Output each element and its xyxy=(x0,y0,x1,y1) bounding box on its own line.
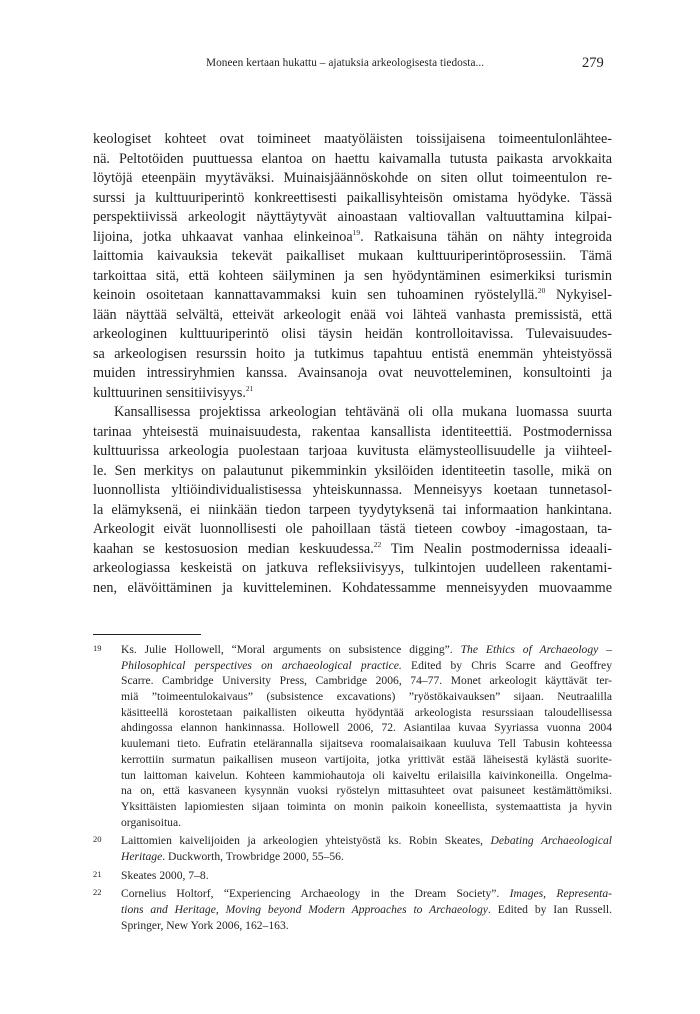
text-line xyxy=(93,384,612,404)
footnote-line: miä ”toimeentulokaivaus” (subsistence excavations) ”ryöstökaivauksen” sijaan. Neutraalilla xyxy=(121,690,612,704)
text-line: tarinaa yhteisestä muinaisuudesta, rakentaa kansallista identiteettiä. Postmodernissa xyxy=(93,423,612,440)
text-line xyxy=(93,286,612,306)
text-line: nä. Peltotöiden puuttuessa elantoa on haettu kaivamalla tutusta paikasta arvokkaita xyxy=(93,150,612,167)
text-line: arkeologiassa keskeistä on jatkuva refleksiivisyys, tulkintojen uudelleen rakentami- xyxy=(93,560,612,576)
book-title: tions and Heritage, Moving beyond Modern Approaches to Archaeology xyxy=(121,903,488,916)
footnote-number: 19 xyxy=(93,643,102,653)
book-title: The Ethics of Archaeology – xyxy=(460,643,612,656)
footnote-line: Skeates 2000, 7–8. xyxy=(121,868,209,882)
footnotes xyxy=(93,642,612,933)
text-segment: Cornelius Holtorf, “Experiencing Archaeology in the Dream Society”. xyxy=(121,887,510,901)
paragraph-2 xyxy=(93,403,612,598)
text-segment: Laittomien kaivelijoiden ja arkeologien yhteistyöstä ks. Robin Skeates, xyxy=(121,834,491,848)
footnote-ref-21[interactable]: 21 xyxy=(245,383,254,393)
footnote-line xyxy=(121,886,612,902)
footnote-line: na on, että kasvaneen kysynnän vuoksi ryöstelyn mittasuhteet ovat paisuneet kestämättömiksi. xyxy=(121,784,612,798)
footnote-number: 21 xyxy=(93,868,102,879)
footnote-line xyxy=(121,902,612,918)
text-segment: Edited by Chris Scarre and Geoffrey xyxy=(401,658,612,672)
main-text xyxy=(93,130,612,598)
footnote-line: Scarre. Cambridge University Press, Cambridge 2006, 74–77. Monet arkeologit käyttävät ter- xyxy=(121,674,612,688)
footnote-line: kuulemani tieto. Eufratin etelärannalla sijaitseva roomalaisaikaan kuuluva Tell Tabusin kohteessa xyxy=(121,737,612,751)
footnote-21 xyxy=(93,868,612,884)
book-title: Heritage xyxy=(121,849,163,863)
text-line: lään näyttää selvältä, etteivät arkeologit enää voi lähteä vanhasta premissistä, että xyxy=(93,306,612,323)
footnote-22 xyxy=(93,886,612,933)
footnote-line: kerrottiin surmatun paikallisen museon vartijoita, jotka yrittivät estää läheisestä kylästä suorite- xyxy=(121,752,612,766)
text-line: le. Sen merkitys on palautunut pikemminkin yksilöiden identiteetin tasolle, mikä on xyxy=(93,462,612,479)
footnote-ref-20[interactable]: 20 xyxy=(537,286,546,295)
running-head xyxy=(0,55,700,75)
text-line: löytöjä eteenpäin myytäväksi. Muinaisjäännöskohde on siten ollut toimeentulon re- xyxy=(93,170,612,186)
text-line: la elämyksenä, ei niinkään tiedon tarpeen tyydytyksenä tai informaation hankintana. xyxy=(93,501,612,518)
text-line: kulttuurissa arkeologia puolestaan tarjoaa kuvitusta elämysteollisuudelle ja viihteel- xyxy=(93,443,612,459)
text-segment: . Edited by Ian Russell. xyxy=(487,903,612,916)
footnote-ref-19[interactable]: 19 xyxy=(352,227,361,237)
text-line: muiden intressiryhmien kanssa. Avainsanoja ovat neuvotteleminen, konsultointi ja xyxy=(93,365,612,381)
text-segment: keinoin osoitetaan kannattavammaksi kuin sen tuhoaminen ryöstelyllä. xyxy=(93,287,538,303)
footnote-19 xyxy=(93,642,612,830)
text-line: Arkeologit eivät luonnollisesti ole pahoillaan tästä tieteen cowboy -imagostaan, ta- xyxy=(93,521,612,537)
text-line: surssi ja kulttuuriperintö konkreettisesti paikallisyhteisön omistama hyödyke. Tässä xyxy=(93,189,612,206)
book-title: Debating Archaeological xyxy=(490,834,612,848)
footnote-line: organisoitua. xyxy=(121,815,182,829)
footnote-line xyxy=(121,833,612,849)
footnote-line xyxy=(121,849,612,865)
footnote-line xyxy=(121,658,612,674)
footnote-line: tun laittoman kaivelun. Kohteen kammiohautoja oli kaiveltu erilaisilla kaivinkoneilla. Ongelma- xyxy=(121,768,612,782)
footnote-line: Springer, New York 2006, 162–163. xyxy=(121,918,289,932)
text-segment: Tim Nealin postmodernissa ideaali- xyxy=(381,540,613,557)
footnote-ref-22[interactable]: 22 xyxy=(373,539,382,549)
footnote-number: 22 xyxy=(93,887,102,898)
footnote-line: ahdingossa elannon hankinnassa. Hollowell 2006, 72. Asiantilaa kuvaa Syyriassa vuonna 2004 xyxy=(121,721,612,735)
footnote-number: 20 xyxy=(93,834,102,845)
footnote-line: Yksittäisten lapiomiesten sijaan toiminta on monin paikoin koneellista, systemaattista ja hyvin xyxy=(121,799,612,813)
text-segment: . Duckworth, Trowbridge 2000, 55–56. xyxy=(162,849,344,863)
book-title: Philosophical perspectives on archaeological practice. xyxy=(121,658,402,672)
text-line: tarkoittaa sitä, että kohteen säilyminen ja sen hyödyntäminen esimerkiksi turismin xyxy=(93,267,612,284)
text-segment: . Ratkaisuna tähän on nähty integroida xyxy=(360,228,612,245)
text-line xyxy=(93,540,612,560)
text-segment: kulttuurinen sensitiivisyys. xyxy=(93,384,246,401)
text-line: Kansallisessa projektissa arkeologian tehtävänä oli olla mukana luomassa suurta xyxy=(114,404,612,420)
footnote-line: käsitteellä korostetaan paikallisten oikeutta hyödyntää arkeologista resurssiaan taloudellisessa xyxy=(121,705,612,719)
text-line xyxy=(93,228,612,248)
text-line: luonnollista yltiöindividualistisessa yhteiskunnassa. Menneisyys koetaan tunnetasol- xyxy=(93,482,612,498)
text-line: arkeologinen kulttuuriperintö olisi täysin heidän kontrolloitavissa. Tulevaisuudes- xyxy=(93,326,612,342)
footnote-line xyxy=(121,642,612,658)
paragraph-1 xyxy=(93,130,612,403)
text-segment: kaahan se kestosuosion median keskuudessa. xyxy=(93,540,374,557)
text-line: nen, elävöittäminen ja kuvitteleminen. Kohdatessamme menneisyyden muovaamme xyxy=(93,579,612,596)
text-line: sa arkeologisen resurssin hoito ja tutkimus tapahtuu entistä enemmän yhteistyössä xyxy=(93,345,612,362)
book-title: Images, Representa- xyxy=(509,887,612,901)
text-line: keologiset kohteet ovat toimineet maatyöläisten toissijaisena toimeentulonlähtee- xyxy=(93,131,612,147)
running-title: Moneen kertaan hukattu – ajatuksia arkeologisesta tiedosta... xyxy=(206,57,485,69)
footnote-divider xyxy=(93,634,201,635)
text-segment: Ks. Julie Hollowell, “Moral arguments on subsistence digging”. xyxy=(121,643,461,656)
text-line: perspektiivissä arkeologit näyttäytyvät ainoastaan valtiovallan valtuuttamina kilpai- xyxy=(93,209,612,225)
footnote-20 xyxy=(93,833,612,864)
page-number: 279 xyxy=(582,55,604,71)
text-segment: lijoina, jotka uhkaavat vanhaa elinkeinoa xyxy=(93,228,353,245)
text-line: laittomia kaivauksia tekevät paikalliset mukaan kulttuuriperintöprosessiin. Tämä xyxy=(93,248,612,264)
text-segment: Nykyisel- xyxy=(545,287,612,303)
